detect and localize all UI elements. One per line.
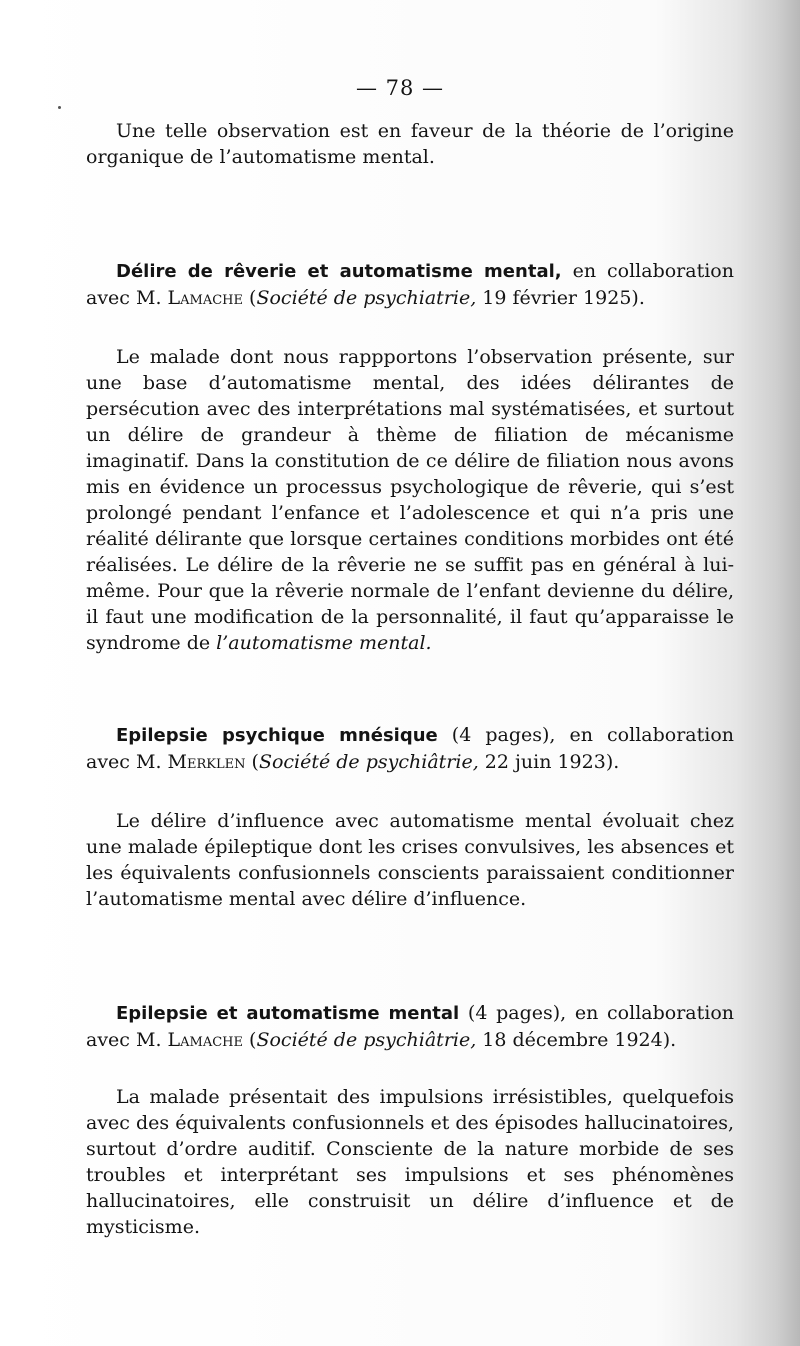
section-1-body [86,344,734,656]
section-2-title: Epilepsie psychique mnésique [116,725,438,746]
page-number: — 78 — [355,76,445,100]
section-1-paren: ( [243,287,257,309]
section-3-date: 18 décembre 1924). [476,1029,677,1051]
section-3-author: Lamache [167,1029,244,1051]
section-1-society: Société de psychiatrie, [256,287,477,309]
section-3-paren: ( [243,1029,257,1051]
section-1-body-italic: l’automatisme mental. [216,632,432,654]
section-2-society: Société de psychiâtrie, [258,751,479,773]
section-3-body-text: La malade présentait des impulsions irrésistibles, quelquefois avec des équivalents confusionnels et des épisodes hallucinatoires, surtout d’ordre auditif. Consciente de la nature morbide de ses troubles et interprétant ses impulsions et ses phénomènes hallucinatoires, elle construisit un délire d’influence et de mysticisme. [86,1086,734,1238]
section-1-heading [86,258,734,311]
section-2-collab: (4 pages), en collaboration avec M. [86,724,734,773]
section-2-body [86,808,734,912]
section-3-heading [86,1000,734,1053]
section-1-title: Délire de rêverie et automatisme mental, [116,261,562,282]
section-2-body-text: Le délire d’influence avec automatisme mental évoluait chez une malade épileptique dont les crises convulsives, les absences et les équivalents confusionnels conscients paraissaient conditionner l’automatisme mental avec délire d’influence. [86,810,734,910]
section-1-body-text: Le malade dont nous rappportons l’observation présente, sur une base d’automatisme mental, des idées délirantes de persécution avec des interprétations mal systématisées, et surtout un délire de grandeur à thème de filiation de mécanisme imaginatif. Dans la constitution de ce délire de filiation nous avons mis en évidence un processus psychologique de rêverie, qui s’est prolongé pendant l’enfance et l’adolescence et qui n’a pris une réalité délirante que lorsque certaines conditions morbides ont été réalisées. Le délire de la rêverie ne se suffit pas en général à lui-même. Pour que la rêverie normale de l’enfant devienne du délire, il faut une modification de la personnalité, il faut qu’apparaisse le syndrome de [86,346,734,654]
section-2-date: 22 juin 1923). [478,751,620,773]
section-3-collab: (4 pages), en collaboration avec M. [86,1002,734,1051]
intro-paragraph: Une telle observation est en faveur de la théorie de l’origine organique de l’automatisme mental. [86,120,734,168]
section-2-paren: ( [245,751,259,773]
section-2-author: Merklen [167,751,246,773]
section-1-author: Lamache [167,287,244,309]
section-3-title: Epilepsie et automatisme mental [116,1003,460,1024]
section-2-heading [86,722,734,775]
section-1-date: 19 février 1925). [476,287,645,309]
section-1-collab: en collaboration avec M. [86,260,734,309]
speck [58,106,61,109]
section-3-body [86,1084,734,1240]
section-3-society: Société de psychiâtrie, [256,1029,477,1051]
